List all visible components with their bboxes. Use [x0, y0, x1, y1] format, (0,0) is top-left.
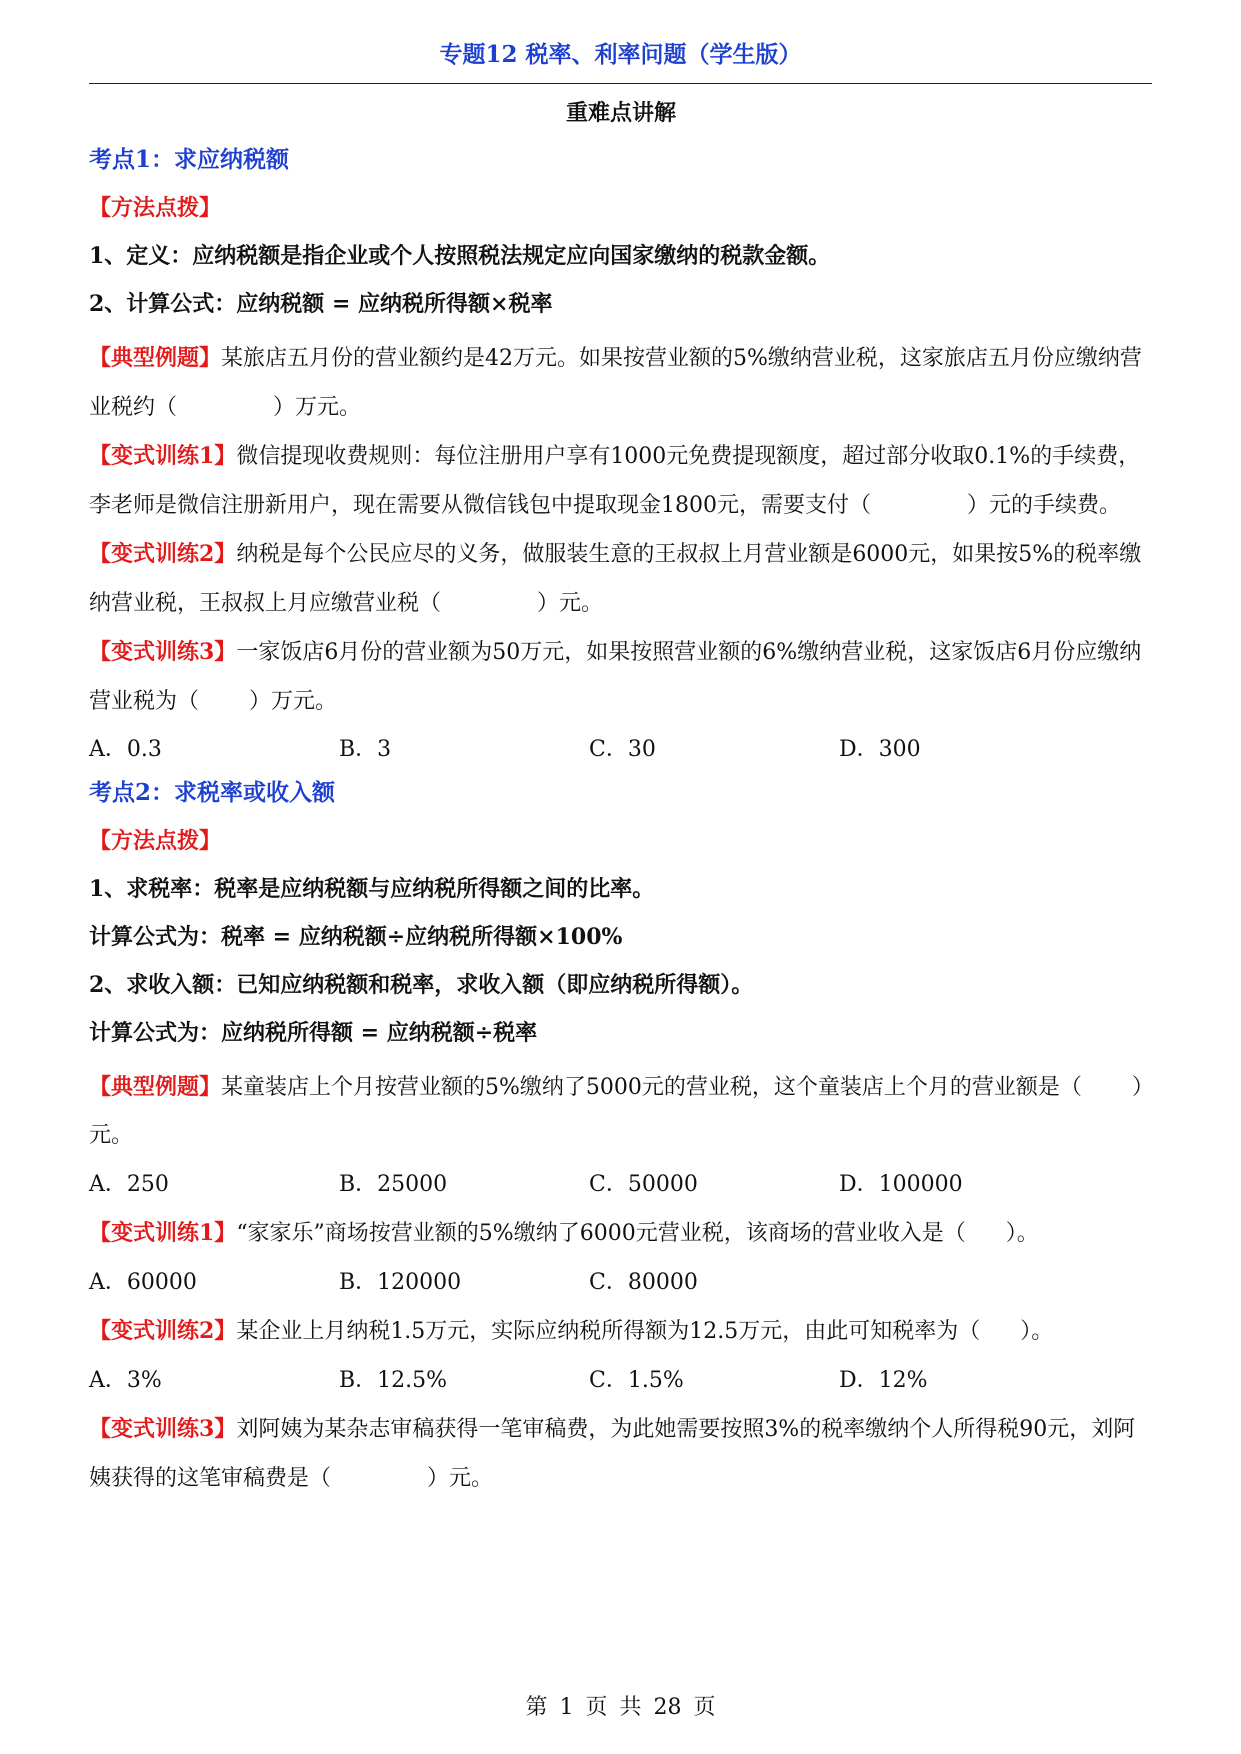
option-d: D．300 [839, 737, 921, 762]
variant-text-end: ）。 [1005, 1221, 1039, 1246]
page-footer [0, 1690, 1241, 1721]
variant-text: 纳税是每个公民应尽的义务，做服装生意的王叔叔上月营业额是6000元，如果按5%的税率缴纳营业税，王叔叔上月应缴营业税（ [89, 542, 1142, 616]
kp1-method-tag: 【方法点拨】 [89, 195, 222, 221]
example-text: 某旅店五月份的营业额约是42万元。如果按营业额的5%缴纳营业税，这家旅店五月份应缴纳营业税约（ [89, 346, 1142, 420]
variant-text: 一家饭店6月份的营业额为50万元，如果按照营业额的6%缴纳营业税，这家饭店6月份应缴纳营业税为（ [89, 640, 1142, 714]
variant-text: 某企业上月纳税1.5万元，实际应纳税所得额为12.5万元，由此可知税率为（ [236, 1319, 981, 1344]
section-heading: 重难点讲解 [565, 100, 676, 126]
kp1-example [89, 334, 1153, 432]
example-tag: 【典型例题】 [89, 1073, 222, 1100]
option-d: D．12% [839, 1367, 928, 1393]
footer-word-di: 第 [525, 1695, 548, 1720]
variant-text-end: ）元。 [427, 1465, 494, 1491]
footer-word-ye: 页 [585, 1695, 608, 1720]
option-a: A．3% [89, 1367, 162, 1393]
kp2-v1-options [89, 1259, 1153, 1308]
example-text-end: ）元。 [89, 1074, 1143, 1148]
kp2-line-4: 计算公式为：应纳税所得额 = 应纳税额÷税率 [89, 1019, 538, 1046]
option-a: A．0.3 [89, 737, 162, 762]
header-divider [89, 83, 1152, 84]
variant-text-end: ）元。 [537, 590, 604, 616]
variant-text: 刘阿姨为某杂志审稿获得一笔审稿费，为此她需要按照3%的税率缴纳个人所得税90元，刘阿姨获得的这笔审稿费是（ [89, 1417, 1136, 1491]
variant-tag: 【变式训练3】 [89, 1416, 237, 1442]
option-b: B．12.5% [339, 1367, 448, 1393]
page-body [89, 96, 1153, 1503]
page-number: 1 [559, 1695, 574, 1720]
option-a: A．250 [89, 1171, 169, 1197]
kp1-formula: 2、计算公式：应纳税额 = 应纳税所得额×税率 [89, 291, 553, 317]
kp2-line-2: 计算公式为：税率 = 应纳税额÷应纳税所得额×100% [89, 923, 623, 950]
footer-word-ye-2: 页 [693, 1695, 716, 1720]
footer-word-gong: 共 [619, 1695, 642, 1720]
total-pages: 28 [653, 1695, 682, 1720]
kp1-v3-options [89, 726, 1153, 775]
kp1-variant-2 [89, 530, 1153, 628]
kp1-variant-3 [89, 628, 1153, 726]
document-title: 专题12 税率、利率问题（学生版） [439, 41, 802, 68]
kp1-variant-1 [89, 432, 1153, 530]
option-c: C．30 [589, 737, 656, 762]
option-c: C．50000 [589, 1171, 698, 1197]
variant-tag: 【变式训练1】 [89, 1220, 237, 1246]
variant-text-end: ）元的手续费。 [967, 492, 1122, 518]
example-text-end: ）万元。 [273, 394, 362, 420]
example-tag: 【典型例题】 [89, 345, 222, 371]
option-b: B．25000 [339, 1171, 448, 1197]
option-d: D．100000 [839, 1171, 963, 1197]
option-c: C．80000 [589, 1269, 698, 1295]
option-b: B．120000 [339, 1269, 462, 1295]
variant-tag: 【变式训练2】 [89, 541, 237, 567]
option-b: B．3 [339, 737, 392, 762]
variant-text-end: ）万元。 [249, 688, 338, 714]
kp2-v2-options [89, 1357, 1153, 1406]
option-a: A．60000 [89, 1269, 197, 1295]
option-c: C．1.5% [589, 1367, 684, 1393]
kp1-title: 考点1：求应纳税额 [89, 146, 290, 173]
example-text: 某童装店上个月按营业额的5%缴纳了5000元的营业税，这个童装店上个月的营业额是（ [221, 1074, 1082, 1100]
variant-text-end: ）。 [1020, 1319, 1054, 1344]
variant-tag: 【变式训练1】 [89, 443, 237, 469]
kp2-variant-3 [89, 1405, 1153, 1503]
variant-tag: 【变式训练3】 [89, 639, 237, 665]
kp2-example-options [89, 1161, 1153, 1210]
kp2-line-3: 2、求收入额：已知应纳税额和税率，求收入额（即应纳税所得额）。 [89, 971, 754, 998]
kp2-line-1: 1、求税率：税率是应纳税额与应纳税所得额之间的比率。 [89, 875, 655, 902]
kp2-variant-2 [89, 1307, 1153, 1357]
kp2-method-tag: 【方法点拨】 [89, 827, 222, 854]
variant-tag: 【变式训练2】 [89, 1318, 237, 1344]
kp2-variant-1 [89, 1209, 1153, 1259]
kp1-definition: 1、定义：应纳税额是指企业或个人按照税法规定应向国家缴纳的税款金额。 [89, 243, 831, 269]
variant-text: 微信提现收费规则：每位注册用户享有1000元免费提现额度，超过部分收取0.1%的手续费，李老师是微信注册新用户，现在需要从微信钱包中提取现金1800元，需要支付（ [89, 444, 1141, 518]
kp2-example [89, 1063, 1153, 1161]
variant-text: “家家乐”商场按营业额的5%缴纳了6000元营业税，该商场的营业收入是（ [236, 1221, 966, 1246]
kp2-title: 考点2：求税率或收入额 [89, 778, 336, 806]
